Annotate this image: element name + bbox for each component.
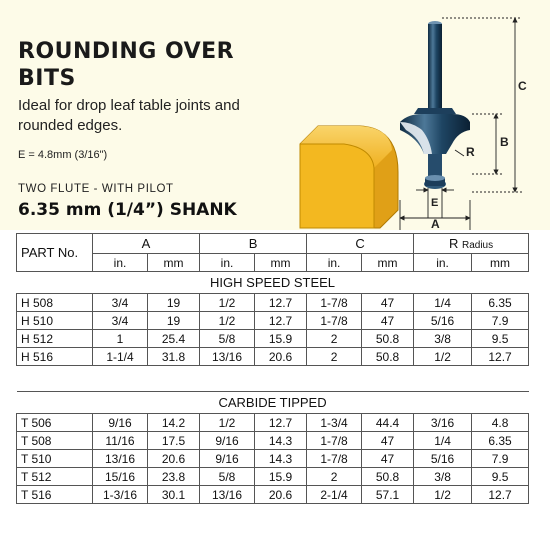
part-number-cell: H 516 bbox=[17, 348, 93, 366]
part-number-cell: T 512 bbox=[17, 468, 93, 486]
value-cell: 9.5 bbox=[472, 468, 529, 486]
value-cell: 11/16 bbox=[93, 432, 148, 450]
unit-cell: mm bbox=[255, 254, 307, 272]
unit-cell: in. bbox=[93, 254, 148, 272]
section-gap bbox=[17, 366, 529, 392]
dimension-a-label: A bbox=[431, 217, 440, 230]
router-bit-diagram bbox=[290, 14, 550, 230]
section-title-row bbox=[17, 392, 529, 414]
unit-cell: in. bbox=[200, 254, 255, 272]
value-cell: 20.6 bbox=[255, 348, 307, 366]
unit-cell: mm bbox=[472, 254, 529, 272]
dimension-b-label: B bbox=[500, 135, 509, 149]
value-cell: 14.3 bbox=[255, 450, 307, 468]
value-cell: 9/16 bbox=[93, 414, 148, 432]
gap-cell bbox=[17, 366, 529, 392]
value-cell: 2 bbox=[307, 468, 362, 486]
value-cell: 13/16 bbox=[93, 450, 148, 468]
value-cell: 1-1/4 bbox=[93, 348, 148, 366]
table-row bbox=[17, 312, 529, 330]
value-cell: 1-7/8 bbox=[307, 294, 362, 312]
table-units-row bbox=[17, 254, 529, 272]
section-title-row bbox=[17, 272, 529, 294]
value-cell: 15.9 bbox=[255, 330, 307, 348]
value-cell: 14.2 bbox=[148, 414, 200, 432]
part-number-cell: H 512 bbox=[17, 330, 93, 348]
value-cell: 50.8 bbox=[362, 330, 414, 348]
table-header-row bbox=[17, 234, 529, 254]
table-row bbox=[17, 486, 529, 504]
column-b-header: B bbox=[200, 234, 307, 254]
value-cell: 1/2 bbox=[200, 312, 255, 330]
shank-size: 6.35 mm (1/4”) SHANK bbox=[18, 200, 237, 220]
title-line-2: BITS bbox=[18, 66, 76, 91]
unit-cell: mm bbox=[148, 254, 200, 272]
value-cell: 17.5 bbox=[148, 432, 200, 450]
value-cell: 1/4 bbox=[414, 294, 472, 312]
value-cell: 1-7/8 bbox=[307, 450, 362, 468]
product-description: Ideal for drop leaf table joints and rounded edges. bbox=[18, 97, 240, 134]
table-row bbox=[17, 414, 529, 432]
value-cell: 3/16 bbox=[414, 414, 472, 432]
table-row bbox=[17, 468, 529, 486]
workpiece-shape bbox=[300, 126, 398, 228]
value-cell: 12.7 bbox=[472, 486, 529, 504]
unit-cell: in. bbox=[307, 254, 362, 272]
value-cell: 5/16 bbox=[414, 312, 472, 330]
page-title bbox=[18, 38, 278, 92]
column-a-header: A bbox=[93, 234, 200, 254]
dimension-e-spec: E = 4.8mm (3/16") bbox=[18, 149, 108, 161]
value-cell: 44.4 bbox=[362, 414, 414, 432]
value-cell: 9/16 bbox=[200, 432, 255, 450]
value-cell: 2 bbox=[307, 348, 362, 366]
column-c-header: C bbox=[307, 234, 414, 254]
value-cell: 30.1 bbox=[148, 486, 200, 504]
value-cell: 1 bbox=[93, 330, 148, 348]
value-cell: 12.7 bbox=[255, 294, 307, 312]
value-cell: 25.4 bbox=[148, 330, 200, 348]
title-line-1: ROUNDING OVER bbox=[18, 39, 235, 64]
dimension-r-label: R bbox=[466, 145, 475, 159]
value-cell: 3/8 bbox=[414, 330, 472, 348]
unit-cell: in. bbox=[414, 254, 472, 272]
section-title: HIGH SPEED STEEL bbox=[17, 272, 529, 294]
radius-word: Radius bbox=[461, 240, 494, 251]
value-cell: 13/16 bbox=[200, 348, 255, 366]
value-cell: 7.9 bbox=[472, 312, 529, 330]
column-radius-header bbox=[414, 234, 529, 254]
value-cell: 9/16 bbox=[200, 450, 255, 468]
value-cell: 1/2 bbox=[414, 348, 472, 366]
table-row bbox=[17, 450, 529, 468]
value-cell: 2 bbox=[307, 330, 362, 348]
value-cell: 1/2 bbox=[414, 486, 472, 504]
value-cell: 50.8 bbox=[362, 468, 414, 486]
table-row bbox=[17, 330, 529, 348]
value-cell: 13/16 bbox=[200, 486, 255, 504]
value-cell: 12.7 bbox=[255, 312, 307, 330]
value-cell: 19 bbox=[148, 294, 200, 312]
part-number-cell: T 506 bbox=[17, 414, 93, 432]
value-cell: 5/8 bbox=[200, 468, 255, 486]
value-cell: 31.8 bbox=[148, 348, 200, 366]
value-cell: 4.8 bbox=[472, 414, 529, 432]
router-bit-shape bbox=[400, 21, 470, 189]
flute-type: TWO FLUTE - WITH PILOT bbox=[18, 183, 174, 195]
specification-table bbox=[16, 233, 529, 504]
value-cell: 1/2 bbox=[200, 294, 255, 312]
value-cell: 47 bbox=[362, 294, 414, 312]
value-cell: 9.5 bbox=[472, 330, 529, 348]
value-cell: 1-7/8 bbox=[307, 312, 362, 330]
value-cell: 57.1 bbox=[362, 486, 414, 504]
dimension-e-label: E bbox=[431, 197, 439, 209]
value-cell: 1/2 bbox=[200, 414, 255, 432]
value-cell: 12.7 bbox=[472, 348, 529, 366]
value-cell: 15/16 bbox=[93, 468, 148, 486]
value-cell: 2-1/4 bbox=[307, 486, 362, 504]
value-cell: 6.35 bbox=[472, 294, 529, 312]
value-cell: 1-3/16 bbox=[93, 486, 148, 504]
value-cell: 1/4 bbox=[414, 432, 472, 450]
part-number-cell: H 508 bbox=[17, 294, 93, 312]
radius-r: R bbox=[448, 236, 462, 251]
value-cell: 47 bbox=[362, 312, 414, 330]
table-row bbox=[17, 294, 529, 312]
unit-cell: mm bbox=[362, 254, 414, 272]
value-cell: 1-3/4 bbox=[307, 414, 362, 432]
value-cell: 7.9 bbox=[472, 450, 529, 468]
value-cell: 50.8 bbox=[362, 348, 414, 366]
value-cell: 5/16 bbox=[414, 450, 472, 468]
value-cell: 20.6 bbox=[148, 450, 200, 468]
value-cell: 14.3 bbox=[255, 432, 307, 450]
table-row bbox=[17, 348, 529, 366]
value-cell: 23.8 bbox=[148, 468, 200, 486]
value-cell: 15.9 bbox=[255, 468, 307, 486]
part-number-cell: H 510 bbox=[17, 312, 93, 330]
value-cell: 3/4 bbox=[93, 312, 148, 330]
part-number-cell: T 508 bbox=[17, 432, 93, 450]
value-cell: 3/8 bbox=[414, 468, 472, 486]
section-title: CARBIDE TIPPED bbox=[17, 392, 529, 414]
dimension-c-label: C bbox=[518, 79, 527, 93]
value-cell: 19 bbox=[148, 312, 200, 330]
part-number-header: PART No. bbox=[17, 234, 93, 272]
part-number-cell: T 516 bbox=[17, 486, 93, 504]
value-cell: 47 bbox=[362, 450, 414, 468]
value-cell: 47 bbox=[362, 432, 414, 450]
value-cell: 6.35 bbox=[472, 432, 529, 450]
value-cell: 12.7 bbox=[255, 414, 307, 432]
table-row bbox=[17, 432, 529, 450]
value-cell: 5/8 bbox=[200, 330, 255, 348]
value-cell: 3/4 bbox=[93, 294, 148, 312]
part-number-cell: T 510 bbox=[17, 450, 93, 468]
value-cell: 20.6 bbox=[255, 486, 307, 504]
value-cell: 1-7/8 bbox=[307, 432, 362, 450]
